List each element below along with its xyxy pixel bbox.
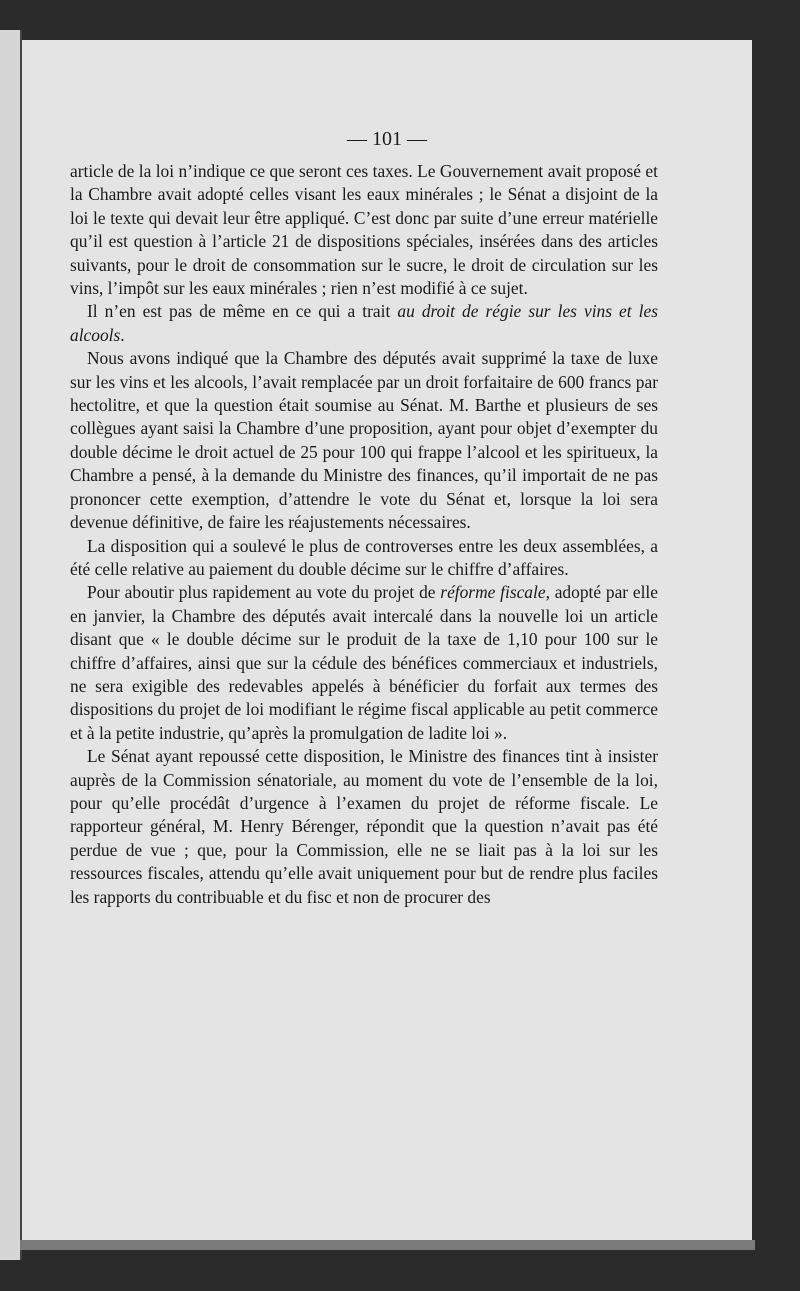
italic-text: au droit de régie sur les vins et les alcools [70, 301, 658, 345]
page-number: — 101 — [347, 128, 427, 150]
text-run: Le Sénat ayant repoussé cette disposition, le Ministre des finances tint à insister auprès de la Commission sénatoriale, au moment du vote de l’ensemble de la loi, pour qu’elle procédât d’urgence à l’examen du projet de réforme fiscale. Le rapporteur général, M. Henry Bérenger, répondit que la question n’avait pas été perdue de vue ; que, pour la Commission, elle ne se liait pas à la loi sur les ressources fiscales, attendu qu’elle avait uniquement pour but de rendre plus faciles les rapports du contribuable et du fisc et non de procurer des [70, 746, 658, 907]
text-run: article de la loi n’indique ce que seront ces taxes. Le Gouvernement avait proposé et la Chambre avait adopté celles visant les eaux minérales ; le Sénat a disjoint de la loi le texte qui devait leur être appliqué. C’est donc par suite d’une erreur matérielle qu’il est question à l’article 21 de dispositions spéciales, insérées dans des articles suivants, pour le droit de consommation sur le sucre, le droit de circulation sur les vins, l’impôt sur les eaux minérales ; rien n’est modifié à ce sujet. [70, 161, 658, 299]
paragraph [70, 581, 658, 745]
paragraph [70, 535, 658, 582]
paragraph [70, 300, 658, 347]
document-page [22, 40, 752, 1240]
adjacent-page-edge [0, 30, 22, 1260]
page-bottom-shadow [20, 1240, 755, 1250]
text-run: , adopté par elle en janvier, la Chambre des députés avait intercalé dans la nouvelle loi un article disant que « le double décime sur le produit de la taxe de 1,10 pour 100 sur le chiffre d’affaires, ainsi que sur la cédule des bénéfices commerciaux et industriels, ne sera exigible des redevables appelés à bénéficier du forfait aux termes des dispositions du projet de loi modifiant le régime fiscal applicable au petit commerce et à la petite industrie, qu’après la promulgation de ladite loi ». [70, 582, 658, 743]
paragraph [70, 745, 658, 909]
text-run: Pour aboutir plus rapidement au vote du projet de [87, 582, 441, 603]
text-run: Nous avons indiqué que la Chambre des députés avait supprimé la taxe de luxe sur les vins et les alcools, l’avait remplacée par un droit forfaitaire de 600 francs par hectolitre, et que la question était soumise au Sénat. M. Barthe et plusieurs de ses collègues ayant saisi la Chambre d’une proposition, ayant pour objet d’exempter du double décime le droit actuel de 25 pour 100 qui frappe l’alcool et les spiritueux, la Chambre a pensé, à la demande du Ministre des finances, qu’il importait de ne pas prononcer cette exemption, d’attendre le vote du Sénat et, lorsque la loi sera devenue définitive, de faire les réajustements nécessaires. [70, 348, 658, 533]
paragraph [70, 160, 658, 300]
text-run: . [120, 324, 125, 345]
paragraph [70, 347, 658, 534]
italic-text: réforme fiscale [440, 582, 546, 603]
text-run: Il n’en est pas de même en ce qui a trait [87, 301, 398, 322]
text-run: La disposition qui a soulevé le plus de controverses entre les deux assemblées, a été celle relative au paiement du double décime sur le chiffre d’affaires. [70, 535, 658, 579]
body-text [70, 160, 658, 909]
